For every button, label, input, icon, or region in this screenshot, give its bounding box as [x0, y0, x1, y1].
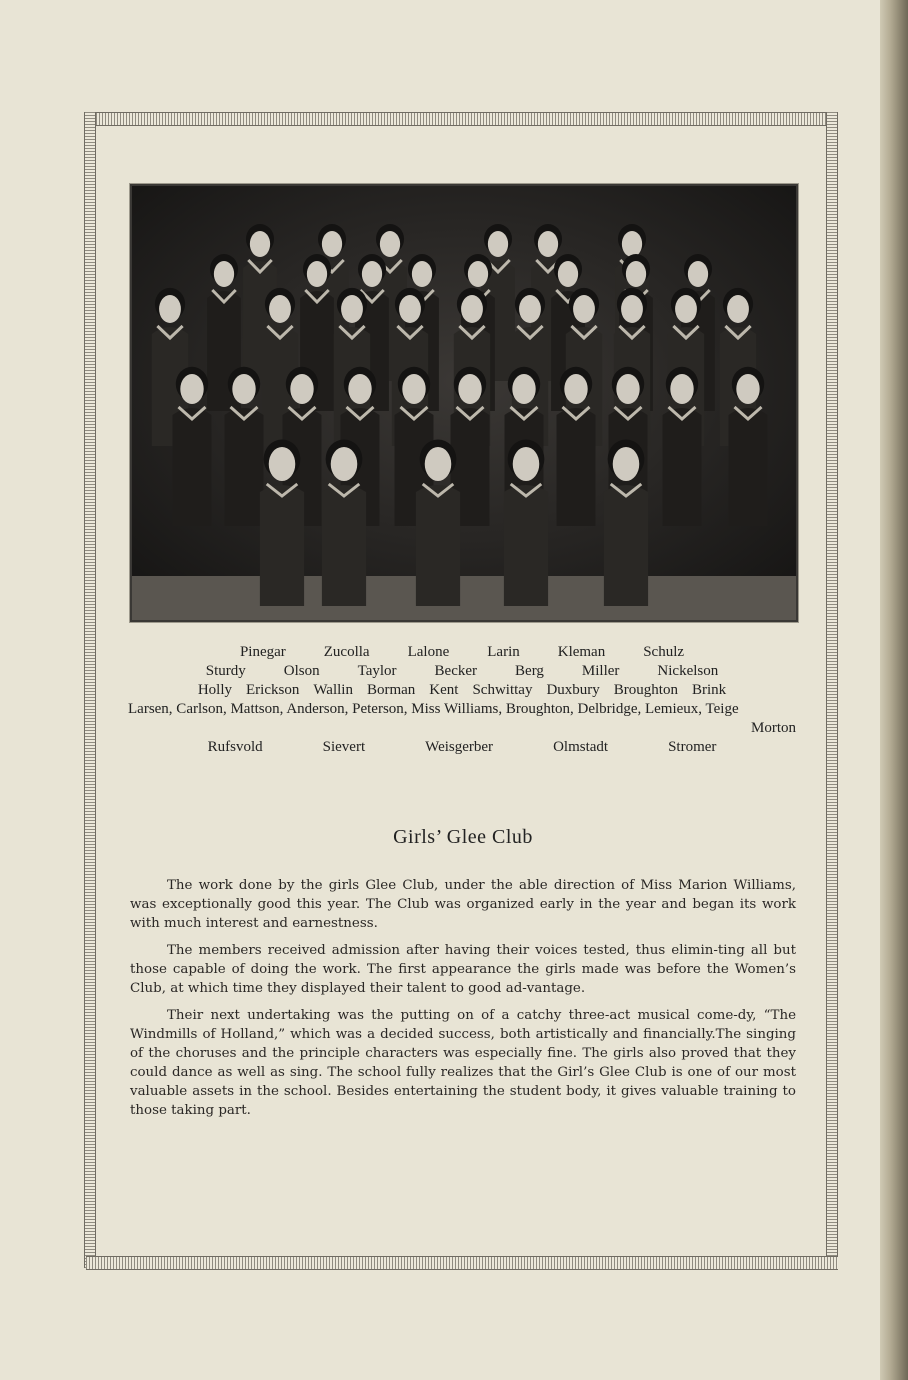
- person-face: [402, 374, 425, 404]
- person-face: [538, 231, 558, 257]
- caption-name: Brink: [691, 682, 727, 698]
- person-face: [307, 261, 327, 287]
- caption-name: Larin: [487, 644, 520, 660]
- person-face: [232, 374, 255, 404]
- caption-name: Kleman: [557, 644, 606, 660]
- caption-name: Stromer: [668, 739, 717, 755]
- caption-name: Miller: [581, 663, 620, 679]
- caption-name: Duxbury: [546, 682, 600, 698]
- caption-row-5: [124, 738, 800, 757]
- book-spine-edge: [880, 0, 908, 1380]
- person-face: [290, 374, 313, 404]
- person-face: [670, 374, 693, 404]
- caption-name: Sturdy: [205, 663, 246, 679]
- caption-row-2: [124, 662, 800, 681]
- person-figure: [322, 485, 366, 606]
- person-face: [519, 295, 541, 323]
- caption-name: Olson: [283, 663, 320, 679]
- caption-name: Holly: [197, 682, 233, 698]
- caption-row-4-continued: [124, 719, 800, 738]
- person-face: [399, 295, 421, 323]
- person-figure: [416, 485, 460, 606]
- article-title: Girls’ Glee Club: [393, 826, 533, 848]
- person-face: [250, 231, 270, 257]
- caption-name: Erickson: [246, 682, 300, 698]
- person-face: [458, 374, 481, 404]
- decorative-border-bottom: [86, 1256, 838, 1270]
- caption-name: Olmstadt: [553, 739, 609, 755]
- person-figure: [260, 485, 304, 606]
- caption-name: Schulz: [643, 644, 685, 660]
- person-face: [412, 261, 432, 287]
- caption-name: Rufsvold: [207, 739, 263, 755]
- person-face: [269, 295, 291, 323]
- person-face: [341, 295, 363, 323]
- caption-row-3: [124, 681, 800, 700]
- caption-name: Becker: [434, 663, 478, 679]
- article-paragraph: Their next undertaking was the putting on of a catchy three-act musical come-dy, “The Windmills of Holland,” which was a decided success, both artistically and financially.The singing of the choruses and the principle characters was especially fine. The girls also proved that they could dance as well as sing. The school fully realizes that the Girl’s Glee Club is one of our most valuable assets in the school. Besides entertaining the student body, it gives valuable training to those taking part.: [130, 1008, 796, 1118]
- person-face: [488, 231, 508, 257]
- person-figure: [173, 408, 212, 526]
- article-body: [130, 876, 796, 1128]
- person-face: [322, 231, 342, 257]
- person-figure: [729, 408, 768, 526]
- person-face: [425, 447, 452, 481]
- caption-name: Borman: [366, 682, 416, 698]
- caption-name: Taylor: [357, 663, 397, 679]
- person-face: [380, 231, 400, 257]
- group-photo-illustration: [132, 186, 796, 620]
- person-face: [688, 261, 708, 287]
- caption-name: Schwittay: [472, 682, 533, 698]
- person-face: [362, 261, 382, 287]
- caption-name: Sievert: [322, 739, 366, 755]
- caption-name: Wallin: [313, 682, 353, 698]
- article-paragraph: The members received admission after having their voices tested, thus elimin-ting all but those capable of doing the work. The first appearance the girls made was before the Women’s Club, at which time they displayed their talent to good ad-vantage.: [130, 943, 796, 996]
- caption-row-1: [124, 643, 800, 662]
- caption-row-4: [124, 700, 800, 719]
- person-face: [348, 374, 371, 404]
- caption-name: Broughton: [613, 682, 678, 698]
- person-face: [512, 374, 535, 404]
- caption-name: Lalone: [407, 644, 450, 660]
- person-face: [613, 447, 640, 481]
- person-face: [331, 447, 358, 481]
- person-face: [159, 295, 181, 323]
- caption-name: Zucolla: [323, 644, 370, 660]
- caption-name: Nickelson: [657, 663, 719, 679]
- decorative-border-right: [826, 112, 838, 1268]
- person-face: [736, 374, 759, 404]
- person-face: [461, 295, 483, 323]
- photo-caption: [124, 643, 800, 757]
- person-face: [180, 374, 203, 404]
- caption-name: Berg: [515, 663, 544, 679]
- group-photo: [130, 184, 798, 622]
- caption-name: Pinegar: [239, 644, 286, 660]
- person-face: [621, 295, 643, 323]
- person-face: [727, 295, 749, 323]
- caption-name: Kent: [429, 682, 459, 698]
- article-paragraph: The work done by the girls Glee Club, under the able direction of Miss Marion Williams, was exceptionally good this year. The Club was organized early in the year and began its work with much interest and earnestness.: [130, 878, 796, 931]
- person-figure: [604, 485, 648, 606]
- person-face: [616, 374, 639, 404]
- person-face: [269, 447, 296, 481]
- person-face: [558, 261, 578, 287]
- person-face: [573, 295, 595, 323]
- person-figure: [504, 485, 548, 606]
- person-face: [214, 261, 234, 287]
- person-face: [468, 261, 488, 287]
- person-figure: [663, 408, 702, 526]
- decorative-border-left: [84, 112, 96, 1268]
- person-figure: [225, 408, 264, 526]
- caption-row-4-text: Larsen, Carlson, Mattson, Anderson, Peterson, Miss Williams, Broughton, Delbridge, Lemieux, Teige: [128, 701, 739, 717]
- person-face: [675, 295, 697, 323]
- caption-row-4-continued-text: Morton: [751, 720, 796, 736]
- person-figure: [557, 408, 596, 526]
- person-face: [564, 374, 587, 404]
- person-face: [626, 261, 646, 287]
- caption-name: Weisgerber: [425, 739, 494, 755]
- person-face: [513, 447, 540, 481]
- person-face: [622, 231, 642, 257]
- decorative-border-top: [84, 112, 836, 126]
